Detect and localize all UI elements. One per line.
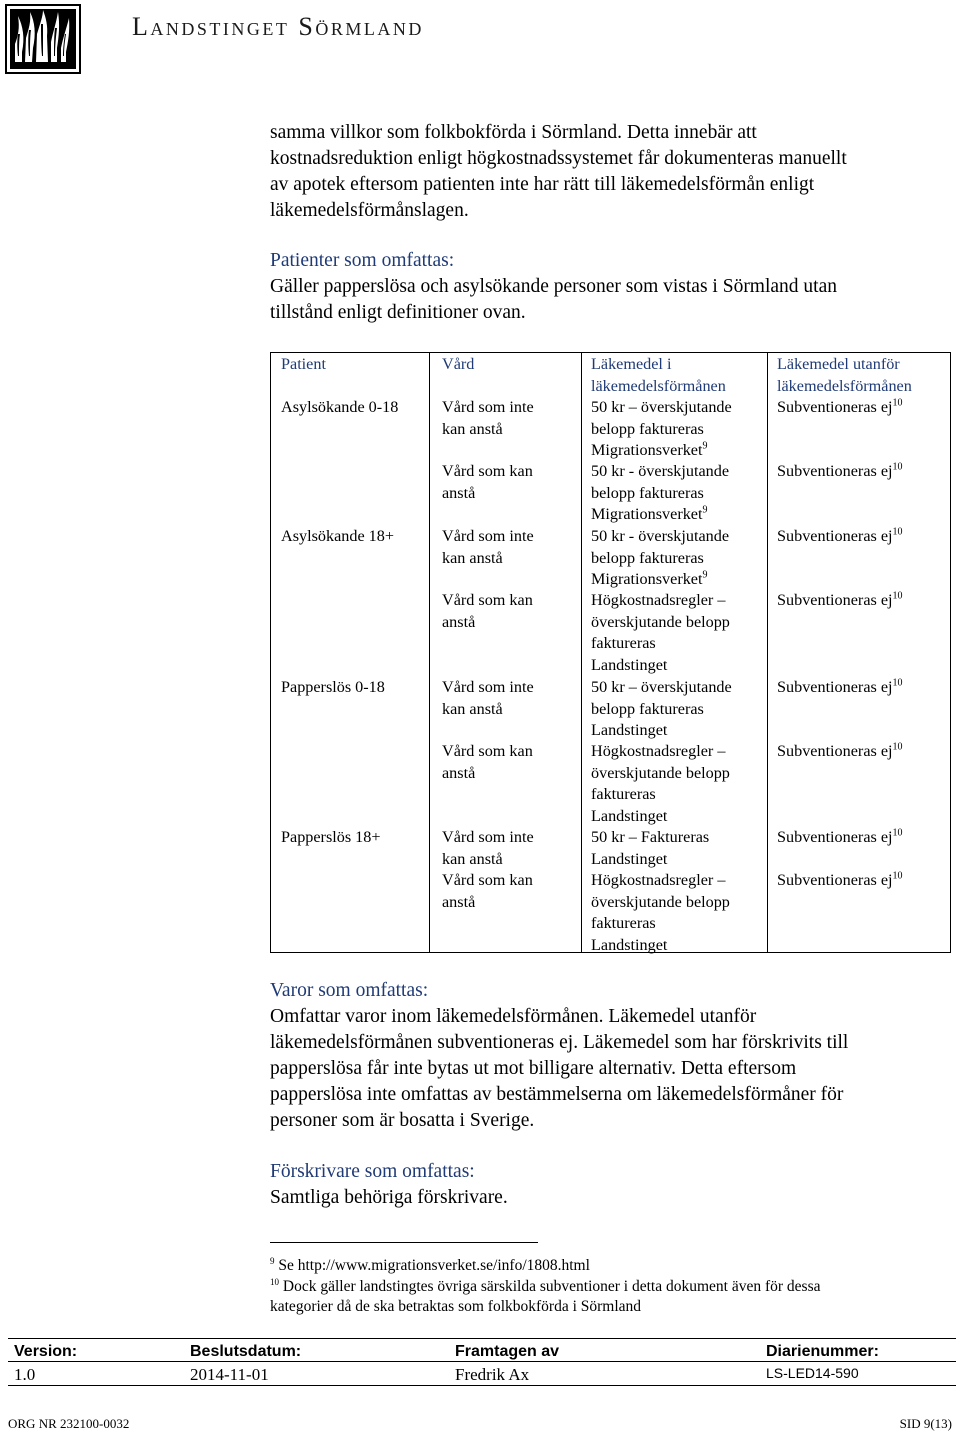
version-label: Version: [14,1343,78,1360]
vard-cell: Vård som inte kan anstå [442,678,534,718]
patient-asylum-18-plus: Asylsökande 18+ [281,527,394,545]
org-name: Landstinget Sörmland [132,12,424,41]
vard-cell: Vård som kan anstå [442,742,533,782]
crown-lily-logo [5,4,81,74]
document-footer [8,1338,956,1386]
author-label: Framtagen av [455,1343,560,1360]
lm-in-cell: 50 kr - överskjutande belopp faktureras Migrationsverket$^9$ [591,527,730,588]
goods-line: papperslösa inte omfattas av bestämmelserna om läkemedelsförmåner för [270,1084,844,1105]
vard-cell: Vård som kan anstå [442,871,533,911]
patients-line: Gäller papperslösa och asylsökande personer som vistas i Sörmland utan [270,276,837,297]
lm-in-cell: 50 kr – Faktureras Landstinget [591,828,710,868]
goods-line: läkemedelsförmånen subventioneras ej. Läkemedel som har förskrivits till [270,1032,849,1053]
intro-line: av apotek eftersom patienten inte har rätt till läkemedelsförmån enligt [270,174,815,195]
vard-cell: Vård som kan anstå [442,591,533,631]
prescribers-line: Samtliga behöriga förskrivare. [270,1187,508,1208]
goods-heading: Varor som omfattas: [270,980,429,1001]
lm-in-cell: 50 kr – överskjutande belopp faktureras Migrationsverket$^9$ [591,398,732,459]
lm-in-cell: 50 kr - överskjutande belopp faktureras Migrationsverket$^9$ [591,462,730,523]
lm-out-cell: Subventioneras $ej^{10}$ [777,461,903,480]
patient-asylum-0-18: Asylsökande 0-18 [281,398,399,416]
lm-in-cell: Högkostnadsregler – överskjutande belopp faktureras Landstinget [591,742,730,825]
lm-out-cell: Subventioneras $ej^{10}$ [777,741,903,760]
diary-value: LS-LED14-590 [766,1365,859,1381]
prescribers-heading: Förskrivare som omfattas: [270,1161,475,1182]
header-lm-out: Läkemedel utanför läkemedelsförmånen [777,355,912,395]
lm-out-cell: Subventioneras $ej^{10}$ [777,870,903,889]
lm-out-cell: Subventioneras $ej^{10}$ [777,397,903,416]
diary-label: Diarienummer: [766,1343,879,1360]
lm-in-cell: Högkostnadsregler – överskjutande belopp faktureras Landstinget [591,591,730,674]
lm-in-cell: Högkostnadsregler – överskjutande belopp faktureras Landstinget [591,871,730,954]
patient-undocumented-18-plus: Papperslös 18+ [281,828,381,846]
intro-line: kostnadsreduktion enligt högkostnadssystemet får dokumenteras manuellt [270,148,847,169]
header-patient: Patient [281,355,326,373]
footnote-10: $^{10}$ Dock gäller landstingtes övriga särskilda subventioner i detta dokument även för dessa kategorier då de ska betraktas som folkbokförda i Sörmland [270,1276,821,1315]
vard-cell: Vård som inte kan anstå [442,398,534,438]
goods-line: personer som är bosatta i Sverige. [270,1110,535,1131]
lm-out-cell: Subventioneras $ej^{10}$ [777,827,903,846]
footnote-divider [270,1242,538,1243]
page-number: SID 9(13) [899,1416,952,1431]
header-vard: Vård [442,355,475,373]
decision-date-label: Beslutsdatum: [190,1343,302,1360]
patients-heading: Patienter som omfattas: [270,250,455,271]
intro-line: samma villkor som folkbokförda i Sörmland. Detta innebär att [270,122,757,143]
goods-line: Omfattar varor inom läkemedelsförmånen. Läkemedel utanför [270,1006,757,1027]
prescribers-section [270,1159,930,1211]
lm-out-cell: Subventioneras $ej^{10}$ [777,590,903,609]
org-number: ORG NR 232100-0032 [8,1416,130,1431]
footnote-9: $^9$ Se http://www.migrationsverket.se/info/1808.html [270,1255,590,1274]
intro-line: läkemedelsförmånslagen. [270,200,469,221]
goods-line: papperslösa får inte bytas ut mot billigare alternativ. Detta eftersom [270,1058,797,1079]
coverage-table [270,352,951,953]
intro-paragraph [270,120,930,224]
lm-out-cell: Subventioneras $ej^{10}$ [777,526,903,545]
version-value: 1.0 [14,1365,36,1384]
vard-cell: Vård som kan anstå [442,462,533,502]
lm-in-cell: 50 kr – överskjutande belopp faktureras Landstinget [591,678,732,739]
author-value: Fredrik Ax [455,1365,530,1384]
patient-undocumented-0-18: Papperslös 0-18 [281,678,385,696]
header-lm-in: Läkemedel i läkemedelsförmånen [591,355,726,395]
lm-out-cell: Subventioneras $ej^{10}$ [777,677,903,696]
patients-line: tillstånd enligt definitioner ovan. [270,302,526,323]
vard-cell: Vård som inte kan anstå [442,828,534,868]
goods-section [270,978,930,1134]
patients-section [270,248,930,326]
vard-cell: Vård som inte kan anstå [442,527,534,567]
decision-date-value: 2014-11-01 [190,1365,269,1384]
